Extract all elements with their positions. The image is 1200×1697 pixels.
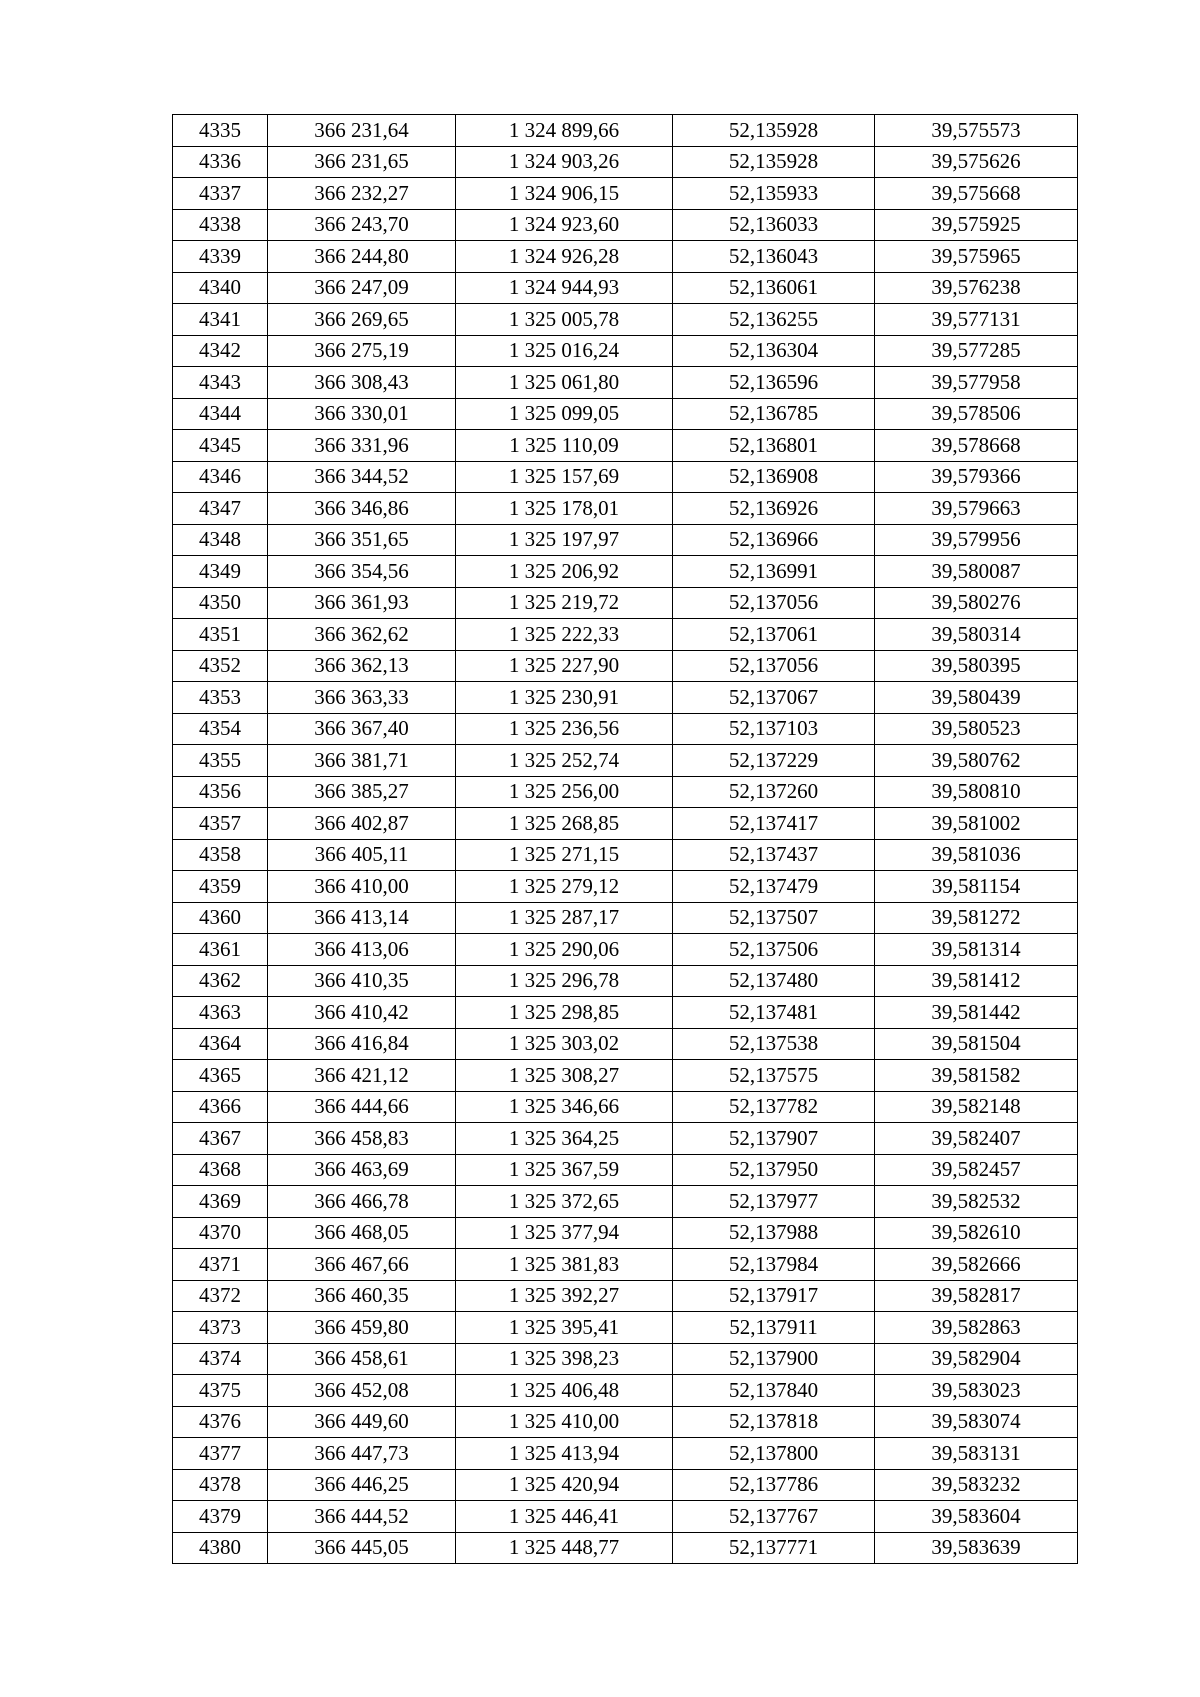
latitude-cell: 52,137786 <box>673 1469 875 1501</box>
longitude-cell: 39,580395 <box>875 650 1078 682</box>
latitude-cell: 52,136966 <box>673 524 875 556</box>
longitude-cell: 39,580087 <box>875 556 1078 588</box>
longitude-cell: 39,579956 <box>875 524 1078 556</box>
longitude-cell: 39,583232 <box>875 1469 1078 1501</box>
table-row <box>173 745 1078 777</box>
x-coordinate-cell: 366 351,65 <box>268 524 456 556</box>
y-coordinate-cell: 1 325 271,15 <box>456 839 673 871</box>
x-coordinate-cell: 366 452,08 <box>268 1375 456 1407</box>
latitude-cell: 52,137067 <box>673 682 875 714</box>
longitude-cell: 39,581504 <box>875 1028 1078 1060</box>
table-row <box>173 587 1078 619</box>
table-row <box>173 1280 1078 1312</box>
latitude-cell: 52,136043 <box>673 241 875 273</box>
y-coordinate-cell: 1 325 377,94 <box>456 1217 673 1249</box>
x-coordinate-cell: 366 416,84 <box>268 1028 456 1060</box>
y-coordinate-cell: 1 325 197,97 <box>456 524 673 556</box>
latitude-cell: 52,136304 <box>673 335 875 367</box>
point-number-cell: 4355 <box>173 745 268 777</box>
coordinates-table-body <box>173 115 1078 1564</box>
x-coordinate-cell: 366 247,09 <box>268 272 456 304</box>
x-coordinate-cell: 366 402,87 <box>268 808 456 840</box>
longitude-cell: 39,583074 <box>875 1406 1078 1438</box>
x-coordinate-cell: 366 231,64 <box>268 115 456 147</box>
longitude-cell: 39,581036 <box>875 839 1078 871</box>
longitude-cell: 39,575573 <box>875 115 1078 147</box>
latitude-cell: 52,136033 <box>673 209 875 241</box>
longitude-cell: 39,581582 <box>875 1060 1078 1092</box>
longitude-cell: 39,577958 <box>875 367 1078 399</box>
latitude-cell: 52,137480 <box>673 965 875 997</box>
x-coordinate-cell: 366 363,33 <box>268 682 456 714</box>
latitude-cell: 52,135933 <box>673 178 875 210</box>
y-coordinate-cell: 1 325 110,09 <box>456 430 673 462</box>
latitude-cell: 52,137507 <box>673 902 875 934</box>
table-row <box>173 178 1078 210</box>
x-coordinate-cell: 366 459,80 <box>268 1312 456 1344</box>
point-number-cell: 4360 <box>173 902 268 934</box>
table-row <box>173 1123 1078 1155</box>
x-coordinate-cell: 366 243,70 <box>268 209 456 241</box>
table-row <box>173 808 1078 840</box>
y-coordinate-cell: 1 325 016,24 <box>456 335 673 367</box>
x-coordinate-cell: 366 413,14 <box>268 902 456 934</box>
table-row <box>173 1060 1078 1092</box>
table-row <box>173 556 1078 588</box>
longitude-cell: 39,582610 <box>875 1217 1078 1249</box>
x-coordinate-cell: 366 444,66 <box>268 1091 456 1123</box>
latitude-cell: 52,137800 <box>673 1438 875 1470</box>
x-coordinate-cell: 366 444,52 <box>268 1501 456 1533</box>
table-row <box>173 209 1078 241</box>
y-coordinate-cell: 1 325 099,05 <box>456 398 673 430</box>
latitude-cell: 52,136785 <box>673 398 875 430</box>
point-number-cell: 4350 <box>173 587 268 619</box>
y-coordinate-cell: 1 325 222,33 <box>456 619 673 651</box>
table-row <box>173 997 1078 1029</box>
point-number-cell: 4373 <box>173 1312 268 1344</box>
table-row <box>173 524 1078 556</box>
latitude-cell: 52,137988 <box>673 1217 875 1249</box>
x-coordinate-cell: 366 232,27 <box>268 178 456 210</box>
longitude-cell: 39,580762 <box>875 745 1078 777</box>
table-row <box>173 1438 1078 1470</box>
x-coordinate-cell: 366 421,12 <box>268 1060 456 1092</box>
latitude-cell: 52,137900 <box>673 1343 875 1375</box>
latitude-cell: 52,137056 <box>673 587 875 619</box>
latitude-cell: 52,137907 <box>673 1123 875 1155</box>
longitude-cell: 39,578668 <box>875 430 1078 462</box>
longitude-cell: 39,577285 <box>875 335 1078 367</box>
y-coordinate-cell: 1 325 448,77 <box>456 1532 673 1564</box>
table-row <box>173 776 1078 808</box>
longitude-cell: 39,581272 <box>875 902 1078 934</box>
y-coordinate-cell: 1 325 392,27 <box>456 1280 673 1312</box>
point-number-cell: 4346 <box>173 461 268 493</box>
point-number-cell: 4351 <box>173 619 268 651</box>
longitude-cell: 39,576238 <box>875 272 1078 304</box>
latitude-cell: 52,137911 <box>673 1312 875 1344</box>
x-coordinate-cell: 366 331,96 <box>268 430 456 462</box>
longitude-cell: 39,582148 <box>875 1091 1078 1123</box>
longitude-cell: 39,582407 <box>875 1123 1078 1155</box>
point-number-cell: 4368 <box>173 1154 268 1186</box>
point-number-cell: 4366 <box>173 1091 268 1123</box>
latitude-cell: 52,136801 <box>673 430 875 462</box>
point-number-cell: 4336 <box>173 146 268 178</box>
table-row <box>173 713 1078 745</box>
x-coordinate-cell: 366 446,25 <box>268 1469 456 1501</box>
table-row <box>173 398 1078 430</box>
y-coordinate-cell: 1 325 406,48 <box>456 1375 673 1407</box>
point-number-cell: 4338 <box>173 209 268 241</box>
x-coordinate-cell: 366 447,73 <box>268 1438 456 1470</box>
latitude-cell: 52,137950 <box>673 1154 875 1186</box>
point-number-cell: 4376 <box>173 1406 268 1438</box>
point-number-cell: 4341 <box>173 304 268 336</box>
point-number-cell: 4377 <box>173 1438 268 1470</box>
y-coordinate-cell: 1 325 367,59 <box>456 1154 673 1186</box>
longitude-cell: 39,575965 <box>875 241 1078 273</box>
longitude-cell: 39,577131 <box>875 304 1078 336</box>
point-number-cell: 4348 <box>173 524 268 556</box>
y-coordinate-cell: 1 325 157,69 <box>456 461 673 493</box>
longitude-cell: 39,580810 <box>875 776 1078 808</box>
table-row <box>173 493 1078 525</box>
y-coordinate-cell: 1 325 298,85 <box>456 997 673 1029</box>
latitude-cell: 52,135928 <box>673 146 875 178</box>
table-row <box>173 367 1078 399</box>
table-row <box>173 934 1078 966</box>
latitude-cell: 52,136908 <box>673 461 875 493</box>
y-coordinate-cell: 1 325 395,41 <box>456 1312 673 1344</box>
longitude-cell: 39,583023 <box>875 1375 1078 1407</box>
y-coordinate-cell: 1 325 219,72 <box>456 587 673 619</box>
table-row <box>173 650 1078 682</box>
point-number-cell: 4362 <box>173 965 268 997</box>
x-coordinate-cell: 366 362,62 <box>268 619 456 651</box>
table-row <box>173 965 1078 997</box>
table-row <box>173 1217 1078 1249</box>
y-coordinate-cell: 1 325 290,06 <box>456 934 673 966</box>
longitude-cell: 39,582532 <box>875 1186 1078 1218</box>
y-coordinate-cell: 1 325 227,90 <box>456 650 673 682</box>
table-row <box>173 1028 1078 1060</box>
longitude-cell: 39,580523 <box>875 713 1078 745</box>
point-number-cell: 4347 <box>173 493 268 525</box>
longitude-cell: 39,579663 <box>875 493 1078 525</box>
y-coordinate-cell: 1 325 256,00 <box>456 776 673 808</box>
latitude-cell: 52,136061 <box>673 272 875 304</box>
x-coordinate-cell: 366 460,35 <box>268 1280 456 1312</box>
x-coordinate-cell: 366 367,40 <box>268 713 456 745</box>
longitude-cell: 39,581412 <box>875 965 1078 997</box>
point-number-cell: 4369 <box>173 1186 268 1218</box>
x-coordinate-cell: 366 385,27 <box>268 776 456 808</box>
table-row <box>173 902 1078 934</box>
latitude-cell: 52,136596 <box>673 367 875 399</box>
latitude-cell: 52,137481 <box>673 997 875 1029</box>
y-coordinate-cell: 1 324 923,60 <box>456 209 673 241</box>
table-row <box>173 304 1078 336</box>
longitude-cell: 39,575626 <box>875 146 1078 178</box>
latitude-cell: 52,137575 <box>673 1060 875 1092</box>
x-coordinate-cell: 366 458,61 <box>268 1343 456 1375</box>
y-coordinate-cell: 1 325 381,83 <box>456 1249 673 1281</box>
table-row <box>173 272 1078 304</box>
x-coordinate-cell: 366 231,65 <box>268 146 456 178</box>
x-coordinate-cell: 366 244,80 <box>268 241 456 273</box>
y-coordinate-cell: 1 325 446,41 <box>456 1501 673 1533</box>
point-number-cell: 4343 <box>173 367 268 399</box>
longitude-cell: 39,580276 <box>875 587 1078 619</box>
point-number-cell: 4363 <box>173 997 268 1029</box>
point-number-cell: 4361 <box>173 934 268 966</box>
table-row <box>173 146 1078 178</box>
y-coordinate-cell: 1 325 410,00 <box>456 1406 673 1438</box>
table-row <box>173 430 1078 462</box>
coordinates-table <box>172 114 1078 1564</box>
point-number-cell: 4340 <box>173 272 268 304</box>
point-number-cell: 4342 <box>173 335 268 367</box>
point-number-cell: 4352 <box>173 650 268 682</box>
latitude-cell: 52,137417 <box>673 808 875 840</box>
latitude-cell: 52,137917 <box>673 1280 875 1312</box>
latitude-cell: 52,135928 <box>673 115 875 147</box>
latitude-cell: 52,137229 <box>673 745 875 777</box>
y-coordinate-cell: 1 325 279,12 <box>456 871 673 903</box>
y-coordinate-cell: 1 325 398,23 <box>456 1343 673 1375</box>
y-coordinate-cell: 1 325 005,78 <box>456 304 673 336</box>
x-coordinate-cell: 366 463,69 <box>268 1154 456 1186</box>
table-row <box>173 1532 1078 1564</box>
table-row <box>173 839 1078 871</box>
longitude-cell: 39,582863 <box>875 1312 1078 1344</box>
table-row <box>173 1501 1078 1533</box>
x-coordinate-cell: 366 466,78 <box>268 1186 456 1218</box>
point-number-cell: 4349 <box>173 556 268 588</box>
latitude-cell: 52,137538 <box>673 1028 875 1060</box>
x-coordinate-cell: 366 354,56 <box>268 556 456 588</box>
y-coordinate-cell: 1 325 206,92 <box>456 556 673 588</box>
x-coordinate-cell: 366 381,71 <box>268 745 456 777</box>
longitude-cell: 39,578506 <box>875 398 1078 430</box>
y-coordinate-cell: 1 324 903,26 <box>456 146 673 178</box>
y-coordinate-cell: 1 324 944,93 <box>456 272 673 304</box>
longitude-cell: 39,580439 <box>875 682 1078 714</box>
point-number-cell: 4370 <box>173 1217 268 1249</box>
x-coordinate-cell: 366 346,86 <box>268 493 456 525</box>
latitude-cell: 52,137984 <box>673 1249 875 1281</box>
y-coordinate-cell: 1 324 906,15 <box>456 178 673 210</box>
x-coordinate-cell: 366 269,65 <box>268 304 456 336</box>
y-coordinate-cell: 1 325 346,66 <box>456 1091 673 1123</box>
x-coordinate-cell: 366 308,43 <box>268 367 456 399</box>
table-row <box>173 1343 1078 1375</box>
longitude-cell: 39,581154 <box>875 871 1078 903</box>
latitude-cell: 52,137437 <box>673 839 875 871</box>
x-coordinate-cell: 366 468,05 <box>268 1217 456 1249</box>
y-coordinate-cell: 1 325 178,01 <box>456 493 673 525</box>
table-row <box>173 461 1078 493</box>
longitude-cell: 39,583131 <box>875 1438 1078 1470</box>
point-number-cell: 4375 <box>173 1375 268 1407</box>
y-coordinate-cell: 1 325 287,17 <box>456 902 673 934</box>
y-coordinate-cell: 1 325 252,74 <box>456 745 673 777</box>
y-coordinate-cell: 1 324 899,66 <box>456 115 673 147</box>
table-row <box>173 241 1078 273</box>
latitude-cell: 52,137103 <box>673 713 875 745</box>
latitude-cell: 52,137977 <box>673 1186 875 1218</box>
point-number-cell: 4365 <box>173 1060 268 1092</box>
longitude-cell: 39,580314 <box>875 619 1078 651</box>
latitude-cell: 52,137771 <box>673 1532 875 1564</box>
point-number-cell: 4358 <box>173 839 268 871</box>
point-number-cell: 4357 <box>173 808 268 840</box>
longitude-cell: 39,575668 <box>875 178 1078 210</box>
y-coordinate-cell: 1 325 413,94 <box>456 1438 673 1470</box>
y-coordinate-cell: 1 324 926,28 <box>456 241 673 273</box>
x-coordinate-cell: 366 449,60 <box>268 1406 456 1438</box>
latitude-cell: 52,136926 <box>673 493 875 525</box>
y-coordinate-cell: 1 325 230,91 <box>456 682 673 714</box>
y-coordinate-cell: 1 325 308,27 <box>456 1060 673 1092</box>
y-coordinate-cell: 1 325 061,80 <box>456 367 673 399</box>
x-coordinate-cell: 366 467,66 <box>268 1249 456 1281</box>
point-number-cell: 4356 <box>173 776 268 808</box>
point-number-cell: 4339 <box>173 241 268 273</box>
y-coordinate-cell: 1 325 296,78 <box>456 965 673 997</box>
point-number-cell: 4344 <box>173 398 268 430</box>
point-number-cell: 4364 <box>173 1028 268 1060</box>
table-row <box>173 1312 1078 1344</box>
table-row <box>173 1154 1078 1186</box>
longitude-cell: 39,581442 <box>875 997 1078 1029</box>
latitude-cell: 52,137056 <box>673 650 875 682</box>
longitude-cell: 39,581314 <box>875 934 1078 966</box>
point-number-cell: 4379 <box>173 1501 268 1533</box>
latitude-cell: 52,137818 <box>673 1406 875 1438</box>
latitude-cell: 52,137506 <box>673 934 875 966</box>
longitude-cell: 39,582457 <box>875 1154 1078 1186</box>
x-coordinate-cell: 366 410,00 <box>268 871 456 903</box>
longitude-cell: 39,582904 <box>875 1343 1078 1375</box>
table-row <box>173 1375 1078 1407</box>
longitude-cell: 39,581002 <box>875 808 1078 840</box>
x-coordinate-cell: 366 413,06 <box>268 934 456 966</box>
longitude-cell: 39,582817 <box>875 1280 1078 1312</box>
point-number-cell: 4335 <box>173 115 268 147</box>
latitude-cell: 52,137260 <box>673 776 875 808</box>
x-coordinate-cell: 366 361,93 <box>268 587 456 619</box>
x-coordinate-cell: 366 410,42 <box>268 997 456 1029</box>
table-row <box>173 1469 1078 1501</box>
x-coordinate-cell: 366 410,35 <box>268 965 456 997</box>
x-coordinate-cell: 366 458,83 <box>268 1123 456 1155</box>
x-coordinate-cell: 366 405,11 <box>268 839 456 871</box>
y-coordinate-cell: 1 325 364,25 <box>456 1123 673 1155</box>
y-coordinate-cell: 1 325 236,56 <box>456 713 673 745</box>
longitude-cell: 39,582666 <box>875 1249 1078 1281</box>
latitude-cell: 52,137767 <box>673 1501 875 1533</box>
point-number-cell: 4380 <box>173 1532 268 1564</box>
latitude-cell: 52,137479 <box>673 871 875 903</box>
longitude-cell: 39,583604 <box>875 1501 1078 1533</box>
table-row <box>173 1091 1078 1123</box>
x-coordinate-cell: 366 445,05 <box>268 1532 456 1564</box>
latitude-cell: 52,136255 <box>673 304 875 336</box>
table-row <box>173 682 1078 714</box>
y-coordinate-cell: 1 325 268,85 <box>456 808 673 840</box>
y-coordinate-cell: 1 325 303,02 <box>456 1028 673 1060</box>
y-coordinate-cell: 1 325 372,65 <box>456 1186 673 1218</box>
latitude-cell: 52,137840 <box>673 1375 875 1407</box>
longitude-cell: 39,583639 <box>875 1532 1078 1564</box>
x-coordinate-cell: 366 344,52 <box>268 461 456 493</box>
longitude-cell: 39,575925 <box>875 209 1078 241</box>
x-coordinate-cell: 366 275,19 <box>268 335 456 367</box>
y-coordinate-cell: 1 325 420,94 <box>456 1469 673 1501</box>
point-number-cell: 4374 <box>173 1343 268 1375</box>
table-row <box>173 115 1078 147</box>
latitude-cell: 52,136991 <box>673 556 875 588</box>
point-number-cell: 4345 <box>173 430 268 462</box>
point-number-cell: 4372 <box>173 1280 268 1312</box>
point-number-cell: 4353 <box>173 682 268 714</box>
latitude-cell: 52,137061 <box>673 619 875 651</box>
point-number-cell: 4354 <box>173 713 268 745</box>
table-row <box>173 1406 1078 1438</box>
latitude-cell: 52,137782 <box>673 1091 875 1123</box>
table-row <box>173 335 1078 367</box>
point-number-cell: 4337 <box>173 178 268 210</box>
table-row <box>173 1186 1078 1218</box>
x-coordinate-cell: 366 330,01 <box>268 398 456 430</box>
x-coordinate-cell: 366 362,13 <box>268 650 456 682</box>
table-row <box>173 619 1078 651</box>
point-number-cell: 4359 <box>173 871 268 903</box>
longitude-cell: 39,579366 <box>875 461 1078 493</box>
point-number-cell: 4378 <box>173 1469 268 1501</box>
point-number-cell: 4371 <box>173 1249 268 1281</box>
table-row <box>173 1249 1078 1281</box>
table-row <box>173 871 1078 903</box>
point-number-cell: 4367 <box>173 1123 268 1155</box>
